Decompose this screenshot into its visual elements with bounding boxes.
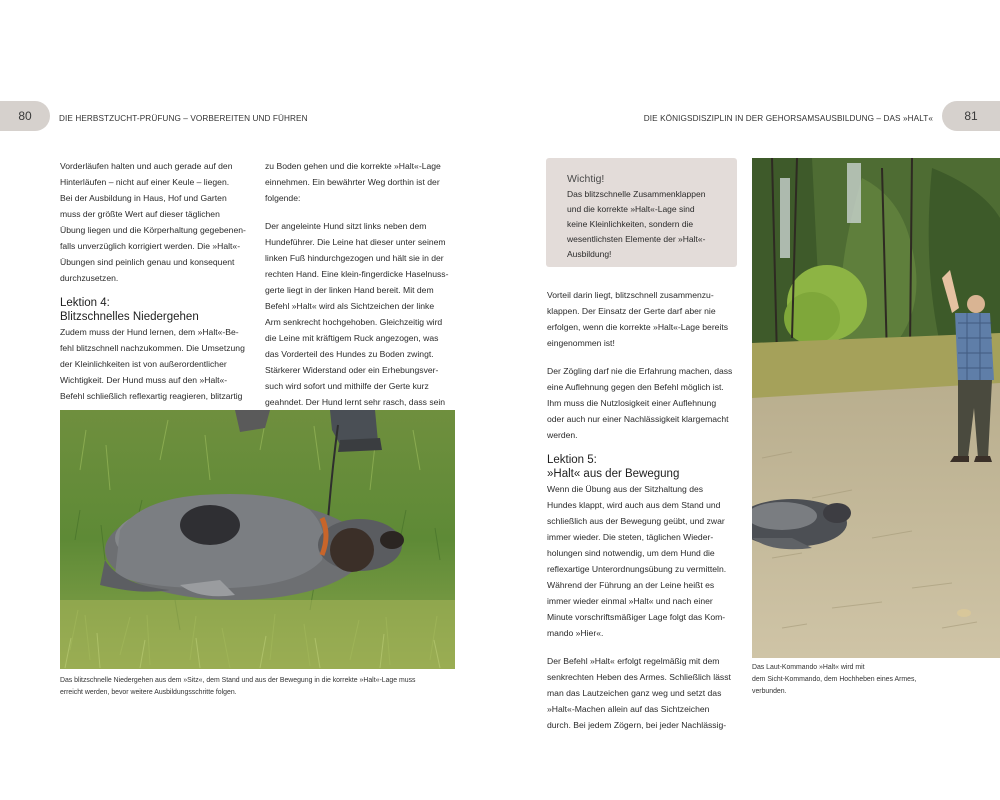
text-line: Hinterläufen – nicht auf einer Keule – liegen.: [60, 177, 230, 187]
lesson-4-heading: Lektion 4: Blitzschnelles Niedergehen: [60, 297, 199, 323]
text-line: Minute vorschriftsmäßiger Lage folgt das Kom-: [547, 612, 726, 622]
text-line: folgende:: [265, 193, 301, 203]
text-line: such wird sofort und mithilfe der Gerte kurz: [265, 381, 429, 391]
text-line: Wenn die Übung aus der Sitzhaltung des: [547, 484, 704, 494]
text-line: zu Boden gehen und die korrekte »Halt«-Lage: [265, 161, 441, 171]
text-line: senkrechten Heben des Armes. Schließlich lässt: [547, 672, 731, 682]
text-line: werden.: [547, 430, 578, 440]
text-line: Ihm muss die Nutzlosigkeit einer Auflehnung: [547, 398, 717, 408]
right-running-head: DIE KÖNIGSDISZIPLIN IN DER GEHORSAMSAUSBILDUNG – DAS »HALT«: [643, 114, 933, 123]
text-line: Hundeführer. Die Leine hat dieser unter seinem: [265, 237, 446, 247]
text-line: erfolgen, wenn die korrekte »Halt«-Lage bereits: [547, 322, 729, 332]
text-line: Arm senkrecht hochgehoben. Gleichzeitig wird: [265, 317, 443, 327]
text-line: rechten Hand. Eine klein-fingerdicke Haselnuss-: [265, 269, 449, 279]
text-line: durchzusetzen.: [60, 273, 119, 283]
text-line: immer wieder einmal »Halt« und nach einer: [547, 596, 713, 606]
text-line: Der Zögling darf nie die Erfahrung machen, dass: [547, 366, 733, 376]
lesson-5-heading: Lektion 5: »Halt« aus der Bewegung: [547, 454, 680, 480]
text-line: gerte liegt in der linken Hand bereit. Mit dem: [265, 285, 434, 295]
text-line: Wichtigkeit. Der Hund muss auf den »Halt«-: [60, 375, 228, 385]
left-running-head: DIE HERBSTZUCHT-PRÜFUNG – VORBEREITEN UND FÜHREN: [59, 114, 308, 123]
text-line: immer wieder. Die steten, täglichen Wieder-: [547, 532, 714, 542]
note-text: Das blitzschnelle Zusammenklappen und die korrekte »Halt«-Lage sind keine Kleinlichkeiten, sondern die wesentlichsten Elemente der »Halt«- Ausbildung!: [567, 189, 706, 259]
text-line: die Leine mit kräftigem Ruck angezogen, was: [265, 333, 439, 343]
right-column: [547, 287, 742, 733]
handler-raising-arm-photo: [752, 158, 1000, 658]
dog-lying-in-grass-photo: [60, 410, 455, 669]
text-line: durch. Bei jedem Zögern, bei jeder Nachlässig-: [547, 720, 727, 730]
text-line: Während der Führung an der Leine heißt es: [547, 580, 715, 590]
text-line: falls unverzüglich korrigiert werden. Die »Halt«-: [60, 241, 241, 251]
text-line: man das Lautzeichen ganz weg und setzt das: [547, 688, 722, 698]
text-line: der Kleinlichkeiten ist von außerordentlicher: [60, 359, 227, 369]
text-line: Hundes klappt, wird auch aus dem Stand und: [547, 500, 721, 510]
text-line: linken Fuß hindurchgezogen und hält sie in der: [265, 253, 444, 263]
left-column-2: [265, 158, 460, 410]
text-line: Übungen sind peinlich genau und konsequent: [60, 257, 235, 267]
text-line: schließlich aus der Bewegung geübt, und zwar: [547, 516, 725, 526]
text-line: »Halt«-Machen allein auf das Sichtzeichen: [547, 704, 710, 714]
text-line: Stärkerer Widerstand oder ein Erhebungsver-: [265, 365, 439, 375]
text-line: Übung liegen und die Körperhaltung gegebenen-: [60, 225, 246, 235]
note-title: Wichtig!: [567, 173, 605, 185]
text-line: Der angeleinte Hund sitzt links neben dem: [265, 221, 427, 231]
left-column-1: [60, 158, 260, 404]
important-note-box: [546, 158, 737, 267]
text-line: eingenommen ist!: [547, 338, 615, 348]
text-line: klappen. Der Einsatz der Gerte darf aber nie: [547, 306, 716, 316]
text-line: Befehl schließlich reflexartig reagieren, blitzartig: [60, 391, 243, 401]
text-line: reflexartige Unterordnungsübung zu vermitteln.: [547, 564, 727, 574]
text-line: Befehl »Halt« wird als Sichtzeichen der linke: [265, 301, 435, 311]
text-line: mando »Hier«.: [547, 628, 604, 638]
text-line: oder auch nur einer Nachlässigkeit klargemacht: [547, 414, 729, 424]
text-line: Bei der Ausbildung in Haus, Hof und Garten: [60, 193, 227, 203]
left-page-number: 80: [0, 101, 50, 131]
text-line: eine Auflehnung gegen den Befehl möglich ist.: [547, 382, 724, 392]
right-page-number: 81: [942, 101, 1000, 131]
text-line: muss der größte Wert auf dieser täglichen: [60, 209, 220, 219]
left-photo-caption: Das blitzschnelle Niedergehen aus dem »Sitz«, dem Stand und aus der Bewegung in die korrekte »Halt«-Lage muss erreicht werden, bevor weitere Ausbildungsschritte folgen.: [60, 677, 416, 696]
text-line: Vorteil darin liegt, blitzschnell zusammenzu-: [547, 290, 714, 300]
text-line: einnehmen. Ein bewährter Weg dorthin ist der: [265, 177, 440, 187]
text-line: geahndet. Der Hund lernt sehr rasch, dass sein: [265, 397, 446, 407]
text-line: Der Befehl »Halt« erfolgt regelmäßig mit dem: [547, 656, 720, 666]
right-photo-caption: Das Laut-Kommando »Halt« wird mit dem Sicht-Kommando, dem Hochheben eines Armes, verbunden.: [752, 664, 917, 695]
text-line: Vorderläufen halten und auch gerade auf den: [60, 161, 233, 171]
text-line: holungen sind notwendig, um dem Hund die: [547, 548, 715, 558]
text-line: fehl blitzschnell nachzukommen. Die Umsetzung: [60, 343, 245, 353]
text-line: Zudem muss der Hund lernen, dem »Halt«-Be-: [60, 327, 239, 337]
text-line: das Vorderteil des Hundes zu Boden zwingt.: [265, 349, 434, 359]
